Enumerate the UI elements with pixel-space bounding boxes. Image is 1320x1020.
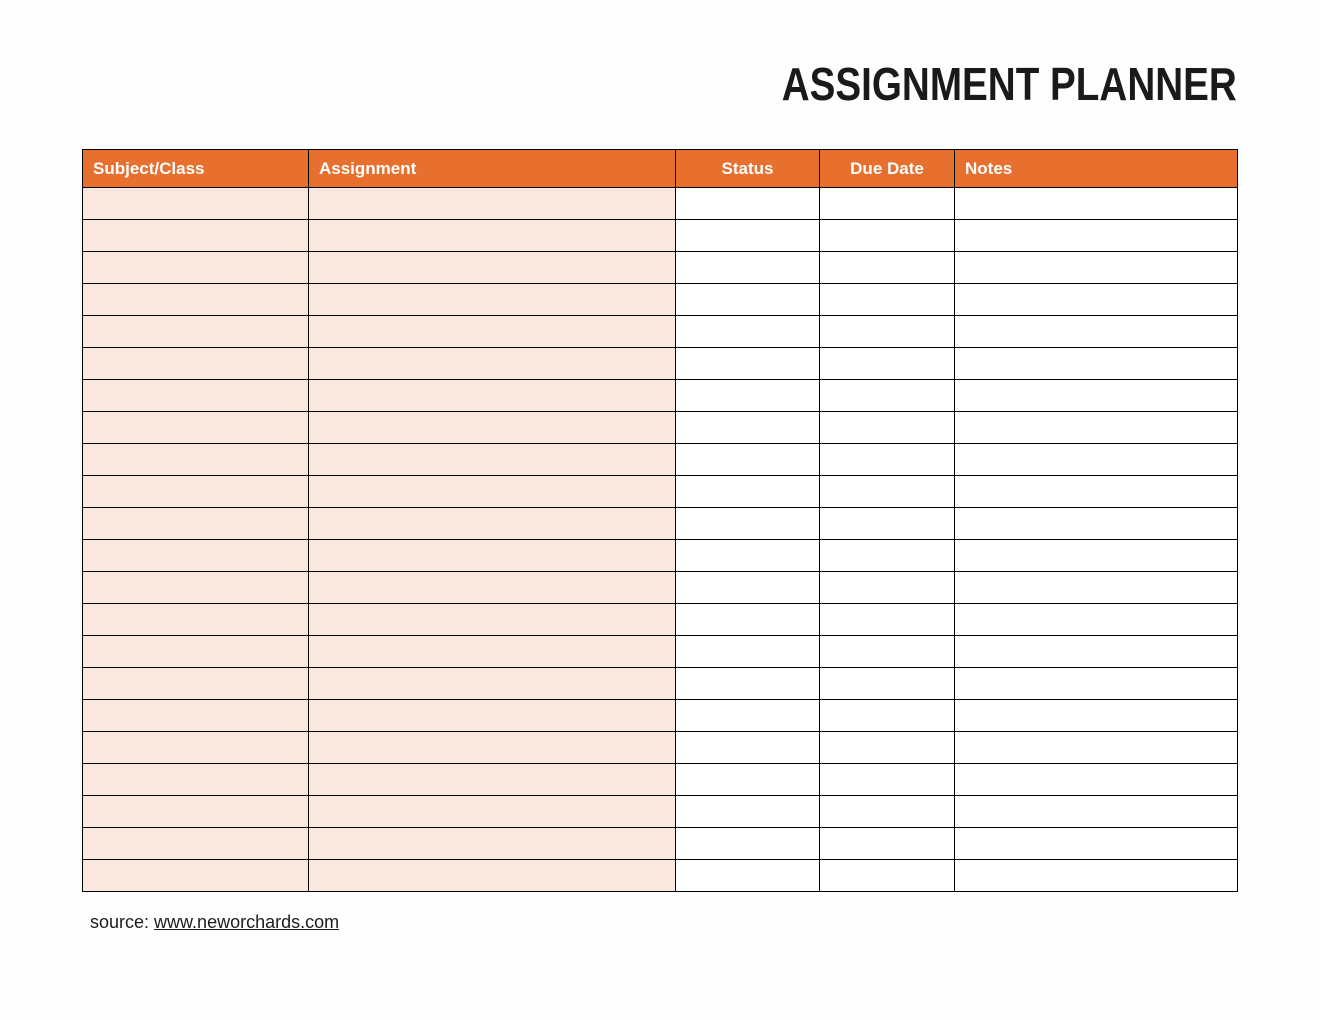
table-cell: [676, 540, 820, 572]
table-cell: [309, 732, 676, 764]
table-cell: [955, 540, 1238, 572]
table-cell: [676, 252, 820, 284]
table-cell: [955, 604, 1238, 636]
table-cell: [820, 572, 955, 604]
table-cell: [309, 860, 676, 892]
table-cell: [83, 764, 309, 796]
table-row: [83, 796, 1238, 828]
assignment-table: [82, 149, 1238, 892]
table-row: [83, 476, 1238, 508]
table-row: [83, 444, 1238, 476]
table-cell: [309, 348, 676, 380]
table-cell: [309, 572, 676, 604]
table-cell: [955, 668, 1238, 700]
column-header-subject-class: Subject/Class: [83, 150, 309, 188]
table-row: [83, 252, 1238, 284]
header-row: [83, 150, 1238, 188]
table-cell: [309, 668, 676, 700]
table-row: [83, 412, 1238, 444]
table-body: [83, 188, 1238, 892]
table-row: [83, 668, 1238, 700]
table-row: [83, 348, 1238, 380]
table-row: [83, 380, 1238, 412]
table-row: [83, 188, 1238, 220]
table-cell: [820, 412, 955, 444]
table-cell: [83, 252, 309, 284]
table-cell: [309, 412, 676, 444]
table-row: [83, 828, 1238, 860]
table-cell: [676, 316, 820, 348]
table-cell: [309, 764, 676, 796]
table-cell: [820, 732, 955, 764]
table-cell: [83, 412, 309, 444]
table-cell: [309, 828, 676, 860]
column-header-status: Status: [676, 150, 820, 188]
table-cell: [83, 540, 309, 572]
table-row: [83, 604, 1238, 636]
table-row: [83, 540, 1238, 572]
page-title: [82, 58, 1237, 111]
table-cell: [820, 764, 955, 796]
table-cell: [820, 796, 955, 828]
table-cell: [820, 220, 955, 252]
table-cell: [955, 348, 1238, 380]
table-cell: [83, 572, 309, 604]
table-cell: [676, 284, 820, 316]
table-cell: [676, 188, 820, 220]
table-cell: [83, 348, 309, 380]
table-cell: [83, 476, 309, 508]
table-cell: [820, 284, 955, 316]
table-cell: [820, 316, 955, 348]
table-cell: [820, 252, 955, 284]
table-cell: [820, 444, 955, 476]
table-cell: [820, 828, 955, 860]
table-cell: [955, 252, 1238, 284]
table-cell: [676, 700, 820, 732]
table-cell: [955, 188, 1238, 220]
table-cell: [955, 700, 1238, 732]
table-cell: [955, 476, 1238, 508]
table-cell: [676, 380, 820, 412]
table-cell: [309, 604, 676, 636]
column-header-notes: Notes: [955, 150, 1238, 188]
table-cell: [676, 828, 820, 860]
table-cell: [955, 412, 1238, 444]
table-cell: [955, 220, 1238, 252]
table-cell: [83, 316, 309, 348]
table-cell: [309, 188, 676, 220]
source-link[interactable]: www.neworchards.com: [154, 912, 340, 932]
source-label: source:: [90, 912, 150, 932]
table-cell: [820, 860, 955, 892]
table-cell: [83, 220, 309, 252]
table-cell: [83, 284, 309, 316]
table-row: [83, 700, 1238, 732]
table-cell: [83, 636, 309, 668]
table-row: [83, 508, 1238, 540]
table-cell: [676, 412, 820, 444]
table-cell: [820, 476, 955, 508]
table-cell: [955, 636, 1238, 668]
table-cell: [83, 508, 309, 540]
table-row: [83, 732, 1238, 764]
table-cell: [955, 796, 1238, 828]
table-cell: [955, 380, 1238, 412]
table-cell: [83, 700, 309, 732]
table-cell: [83, 444, 309, 476]
table-cell: [820, 348, 955, 380]
table-row: [83, 316, 1238, 348]
table-cell: [820, 604, 955, 636]
table-row: [83, 284, 1238, 316]
table-cell: [83, 604, 309, 636]
table-header: [83, 150, 1238, 188]
table-row: [83, 220, 1238, 252]
table-cell: [955, 860, 1238, 892]
table-cell: [955, 732, 1238, 764]
table-cell: [820, 668, 955, 700]
table-row: [83, 636, 1238, 668]
table-cell: [83, 796, 309, 828]
table-cell: [676, 636, 820, 668]
source-line: [90, 912, 1237, 933]
table-cell: [820, 700, 955, 732]
table-cell: [83, 860, 309, 892]
content-area: [82, 0, 1237, 933]
column-header-due-date: Due Date: [820, 150, 955, 188]
table-cell: [955, 572, 1238, 604]
table-cell: [676, 604, 820, 636]
table-cell: [309, 476, 676, 508]
table-cell: [309, 316, 676, 348]
table-cell: [676, 764, 820, 796]
table-cell: [83, 668, 309, 700]
table-cell: [676, 860, 820, 892]
table-cell: [676, 508, 820, 540]
table-cell: [83, 188, 309, 220]
page-title-text: ASSIGNMENT PLANNER: [781, 58, 1237, 110]
table-cell: [309, 220, 676, 252]
table-cell: [309, 252, 676, 284]
table-cell: [955, 508, 1238, 540]
table-cell: [820, 380, 955, 412]
table-cell: [676, 732, 820, 764]
table-cell: [83, 828, 309, 860]
table-cell: [820, 540, 955, 572]
table-cell: [676, 572, 820, 604]
table-cell: [676, 348, 820, 380]
table-cell: [676, 476, 820, 508]
table-cell: [309, 444, 676, 476]
table-cell: [676, 444, 820, 476]
table-cell: [676, 796, 820, 828]
table-row: [83, 572, 1238, 604]
table-cell: [676, 668, 820, 700]
table-cell: [820, 636, 955, 668]
table-row: [83, 764, 1238, 796]
table-row: [83, 860, 1238, 892]
table-cell: [309, 636, 676, 668]
table-cell: [309, 540, 676, 572]
table-cell: [83, 732, 309, 764]
table-cell: [83, 380, 309, 412]
table-cell: [820, 508, 955, 540]
table-cell: [309, 700, 676, 732]
table-cell: [955, 284, 1238, 316]
table-cell: [955, 444, 1238, 476]
table-cell: [955, 828, 1238, 860]
table-cell: [676, 220, 820, 252]
table-cell: [309, 508, 676, 540]
table-cell: [955, 764, 1238, 796]
column-header-assignment: Assignment: [309, 150, 676, 188]
table-cell: [309, 380, 676, 412]
table-cell: [820, 188, 955, 220]
table-cell: [309, 796, 676, 828]
table-cell: [955, 316, 1238, 348]
table-cell: [309, 284, 676, 316]
